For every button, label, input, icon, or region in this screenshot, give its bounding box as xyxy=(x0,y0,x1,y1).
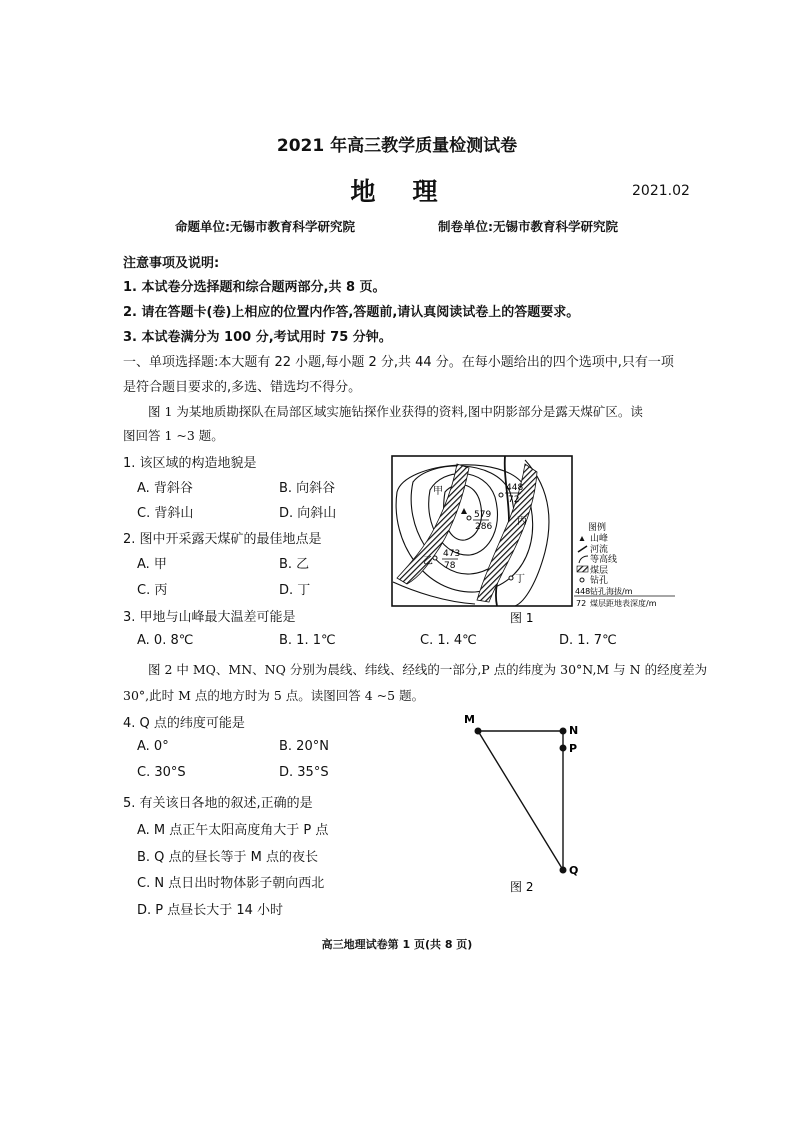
question-2-option-b[interactable]: B. 乙 xyxy=(279,557,310,572)
question-5-option-b[interactable]: B. Q 点的昼长等于 M 点的夜长 xyxy=(137,850,319,865)
legend-depth: 煤层距地表深度/m xyxy=(590,599,657,608)
question-5-option-d[interactable]: D. P 点昼长大于 14 小时 xyxy=(137,903,284,918)
legend-drill: 钻孔 xyxy=(590,576,609,586)
drill-center-altitude: 579 xyxy=(474,510,492,520)
question-1-option-a[interactable]: A. 背斜谷 xyxy=(137,481,193,496)
label-yi: 乙 xyxy=(423,556,433,567)
label-q: Q xyxy=(569,864,579,877)
question-4-option-b[interactable]: B. 20°N xyxy=(279,739,329,754)
legend-peak: 山峰 xyxy=(590,534,609,544)
point-m xyxy=(475,728,482,735)
legend-contour: 等高线 xyxy=(590,555,618,565)
drill-left-depth: 78 xyxy=(444,561,456,571)
question-1-option-d[interactable]: D. 向斜山 xyxy=(279,506,337,521)
page-footer: 高三地理试卷第 1 页(共 8 页) xyxy=(321,938,473,951)
fig2-intro-line1: 图 2 中 MQ、MN、NQ 分别为晨线、纬线、经线的一部分,P 点的纬度为 30°N,M 与 N 的经度差为 xyxy=(148,662,708,677)
figure-2-diagram xyxy=(455,710,595,900)
drill-hole-icon xyxy=(467,516,471,520)
fig1-intro-line1: 图 1 为某地质勘探队在局部区域实施钻探作业获得的资料,图中阴影部分是露天煤矿区。读 xyxy=(148,404,643,419)
question-2-option-a[interactable]: A. 甲 xyxy=(137,557,167,572)
drill-left-altitude: 473 xyxy=(443,549,461,559)
exam-date: 2021.02 xyxy=(632,183,690,199)
label-jia: 甲 xyxy=(433,486,443,497)
point-q xyxy=(560,867,567,874)
question-5-option-a[interactable]: A. M 点正午太阳高度角大于 P 点 xyxy=(137,823,329,838)
legend-drill-icon xyxy=(580,578,584,582)
drill-hole-icon xyxy=(499,493,503,497)
question-4-option-c[interactable]: C. 30°S xyxy=(137,765,186,780)
line-mq xyxy=(478,731,563,870)
point-n xyxy=(560,728,567,735)
legend-peak-icon xyxy=(580,536,585,541)
figure-1-caption: 图 1 xyxy=(510,611,534,625)
question-5-option-c[interactable]: C. N 点日出时物体影子朝向西北 xyxy=(137,876,325,891)
fig2-intro-line2: 30°,此时 M 点的地方时为 5 点。读图回答 4 ~5 题。 xyxy=(123,688,425,703)
note-item: 2. 请在答题卡(卷)上相应的位置内作答,答题前,请认真阅读试卷上的答题要求。 xyxy=(123,305,580,320)
point-p xyxy=(560,745,567,752)
drill-hole-icon xyxy=(509,576,513,580)
maker-unit: 制卷单位:无锡市教育科学研究院 xyxy=(438,219,618,234)
legend-title: 图例 xyxy=(588,523,607,533)
legend-river-icon xyxy=(578,546,587,552)
question-1-option-b[interactable]: B. 向斜谷 xyxy=(279,481,336,496)
fig1-intro-line2: 图回答 1 ~3 题。 xyxy=(123,428,224,443)
map-legend xyxy=(574,521,675,608)
question-1-option-c[interactable]: C. 背斜山 xyxy=(137,506,194,521)
note-item: 1. 本试卷分选择题和综合题两部分,共 8 页。 xyxy=(123,280,386,295)
label-m: M xyxy=(464,713,475,726)
legend-altitude: 钻孔海拔/m xyxy=(590,587,633,596)
question-2-option-c[interactable]: C. 丙 xyxy=(137,583,168,598)
figure-1-map xyxy=(385,452,685,632)
question-2-option-d[interactable]: D. 丁 xyxy=(279,583,311,598)
legend-sample-bottom: 72 xyxy=(576,599,587,608)
drill-center-depth: 286 xyxy=(475,522,493,532)
exam-title: 2021 年高三教学质量检测试卷 xyxy=(276,136,518,156)
note-item: 3. 本试卷满分为 100 分,考试用时 75 分钟。 xyxy=(123,330,392,345)
figure-2-caption: 图 2 xyxy=(510,880,534,894)
notes-heading: 注意事项及说明: xyxy=(123,256,220,271)
question-4-stem: 4. Q 点的纬度可能是 xyxy=(123,716,245,731)
label-ding: 丁 xyxy=(515,574,525,585)
question-4-option-d[interactable]: D. 35°S xyxy=(279,765,329,780)
legend-sample-top: 448 xyxy=(575,587,591,596)
question-3-option-c[interactable]: C. 1. 4℃ xyxy=(420,633,477,648)
question-2-stem: 2. 图中开采露天煤矿的最佳地点是 xyxy=(123,532,322,547)
legend-coal-icon xyxy=(577,566,588,572)
legend-river: 河流 xyxy=(590,545,609,555)
label-p: P xyxy=(569,742,578,755)
question-3-stem: 3. 甲地与山峰最大温差可能是 xyxy=(123,610,296,625)
question-4-option-a[interactable]: A. 0° xyxy=(137,739,169,754)
subject-title: 地 理 xyxy=(350,177,444,206)
question-3-option-d[interactable]: D. 1. 7℃ xyxy=(559,633,617,648)
legend-contour-icon xyxy=(579,556,588,563)
section1-line2: 是符合题目要求的,多选、错选均不得分。 xyxy=(123,380,362,395)
question-3-option-b[interactable]: B. 1. 1℃ xyxy=(279,633,336,648)
question-3-option-a[interactable]: A. 0. 8℃ xyxy=(137,633,194,648)
drill-top-depth: 72 xyxy=(508,495,520,505)
question-5-stem: 5. 有关该日各地的叙述,正确的是 xyxy=(123,796,313,811)
drill-top-altitude: 448 xyxy=(506,483,524,493)
label-n: N xyxy=(569,724,579,737)
legend-coal: 煤层 xyxy=(590,566,609,576)
question-1-stem: 1. 该区域的构造地貌是 xyxy=(123,456,257,471)
label-bing: 丙 xyxy=(517,516,527,527)
setter-unit: 命题单位:无锡市教育科学研究院 xyxy=(175,219,355,234)
section1-line1: 一、单项选择题:本大题有 22 小题,每小题 2 分,共 44 分。在每小题给出的四个选项中,只有一项 xyxy=(123,355,674,370)
drill-hole-icon xyxy=(433,556,437,560)
